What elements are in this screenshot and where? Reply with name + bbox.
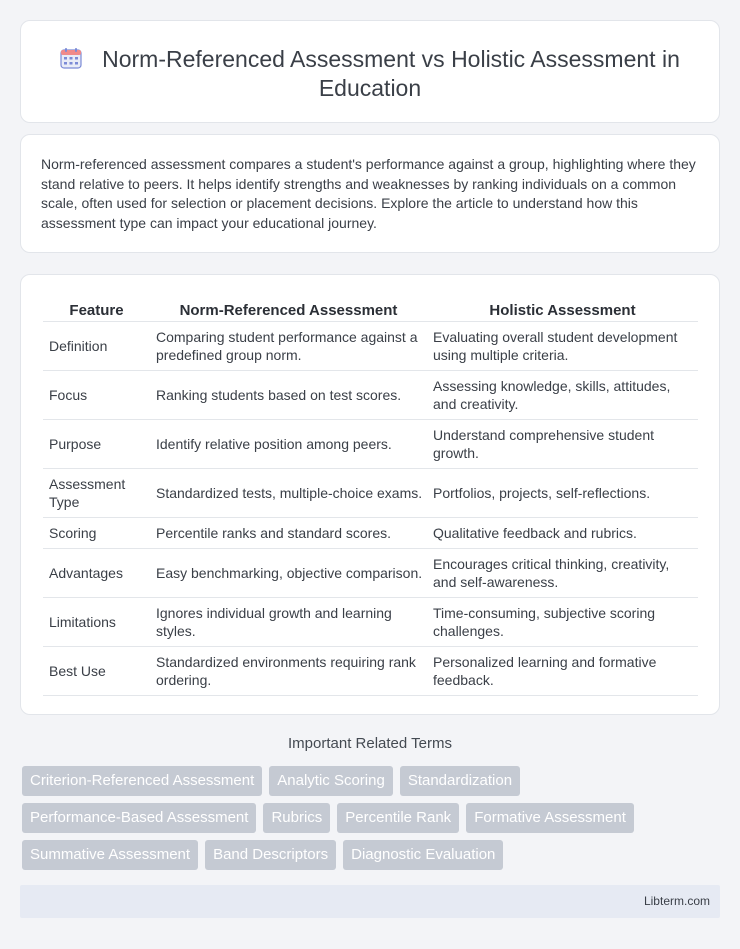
tag-row <box>22 803 712 833</box>
table-row <box>43 468 698 517</box>
norm-cell: Easy benchmarking, objective comparison. <box>150 548 427 597</box>
related-term-tag[interactable]: Standardization <box>400 766 520 796</box>
feature-cell: Advantages <box>43 548 150 597</box>
norm-cell: Standardized tests, multiple-choice exams. <box>150 468 427 517</box>
feature-cell: Focus <box>43 370 150 419</box>
holistic-cell: Encourages critical thinking, creativity, and self-awareness. <box>427 548 698 597</box>
table-row <box>43 419 698 468</box>
holistic-cell: Understand comprehensive student growth. <box>427 419 698 468</box>
intro-card <box>20 134 720 253</box>
holistic-cell: Portfolios, projects, self-reflections. <box>427 468 698 517</box>
feature-cell: Best Use <box>43 646 150 695</box>
norm-cell: Comparing student performance against a predefined group norm. <box>150 321 427 370</box>
related-term-tag[interactable]: Percentile Rank <box>337 803 459 833</box>
related-term-tag[interactable]: Criterion-Referenced Assessment <box>22 766 262 796</box>
feature-cell: Limitations <box>43 597 150 646</box>
related-terms-list <box>22 766 712 877</box>
holistic-cell: Personalized learning and formative feedback. <box>427 646 698 695</box>
norm-cell: Standardized environments requiring rank ordering. <box>150 646 427 695</box>
table-row <box>43 321 698 370</box>
related-term-tag[interactable]: Formative Assessment <box>466 803 634 833</box>
feature-cell: Definition <box>43 321 150 370</box>
page-title-wrap <box>41 45 699 103</box>
footer-site-link[interactable]: Libterm.com <box>643 894 710 908</box>
footer <box>20 885 720 918</box>
related-term-tag[interactable]: Rubrics <box>263 803 330 833</box>
page-title: Norm-Referenced Assessment vs Holistic Assessment in Education <box>102 46 680 101</box>
header-feature: Feature <box>43 297 150 321</box>
header-holistic: Holistic Assessment <box>427 297 698 321</box>
comparison-table-card <box>20 274 720 715</box>
feature-cell: Purpose <box>43 419 150 468</box>
table-row <box>43 597 698 646</box>
tag-row <box>22 766 712 796</box>
table-header-row <box>43 297 698 321</box>
feature-cell: Assessment Type <box>43 468 150 517</box>
holistic-cell: Evaluating overall student development using multiple criteria. <box>427 321 698 370</box>
norm-cell: Percentile ranks and standard scores. <box>150 517 427 548</box>
related-term-tag[interactable]: Band Descriptors <box>205 840 336 870</box>
intro-text: Norm-referenced assessment compares a student's performance against a group, highlighting where they stand relative to peers. It helps identify strengths and weaknesses by ranking individuals on a common scale, often used for selection or placement decisions. Explore the article to understand how this assessment type can impact your educational journey. <box>41 156 696 231</box>
holistic-cell: Qualitative feedback and rubrics. <box>427 517 698 548</box>
calendar-icon <box>60 47 82 69</box>
table-row <box>43 370 698 419</box>
norm-cell: Ranking students based on test scores. <box>150 370 427 419</box>
table-row <box>43 646 698 695</box>
related-term-tag[interactable]: Performance-Based Assessment <box>22 803 256 833</box>
related-term-tag[interactable]: Diagnostic Evaluation <box>343 840 503 870</box>
table-row <box>43 548 698 597</box>
related-term-tag[interactable]: Summative Assessment <box>22 840 198 870</box>
comparison-table <box>43 297 698 696</box>
norm-cell: Ignores individual growth and learning styles. <box>150 597 427 646</box>
related-terms-title: Important Related Terms <box>288 735 452 752</box>
feature-cell: Scoring <box>43 517 150 548</box>
holistic-cell: Time-consuming, subjective scoring challenges. <box>427 597 698 646</box>
header-norm-referenced: Norm-Referenced Assessment <box>150 297 427 321</box>
table-row <box>43 517 698 548</box>
tag-row <box>22 840 712 870</box>
norm-cell: Identify relative position among peers. <box>150 419 427 468</box>
related-term-tag[interactable]: Analytic Scoring <box>269 766 393 796</box>
holistic-cell: Assessing knowledge, skills, attitudes, and creativity. <box>427 370 698 419</box>
header-card <box>20 20 720 123</box>
